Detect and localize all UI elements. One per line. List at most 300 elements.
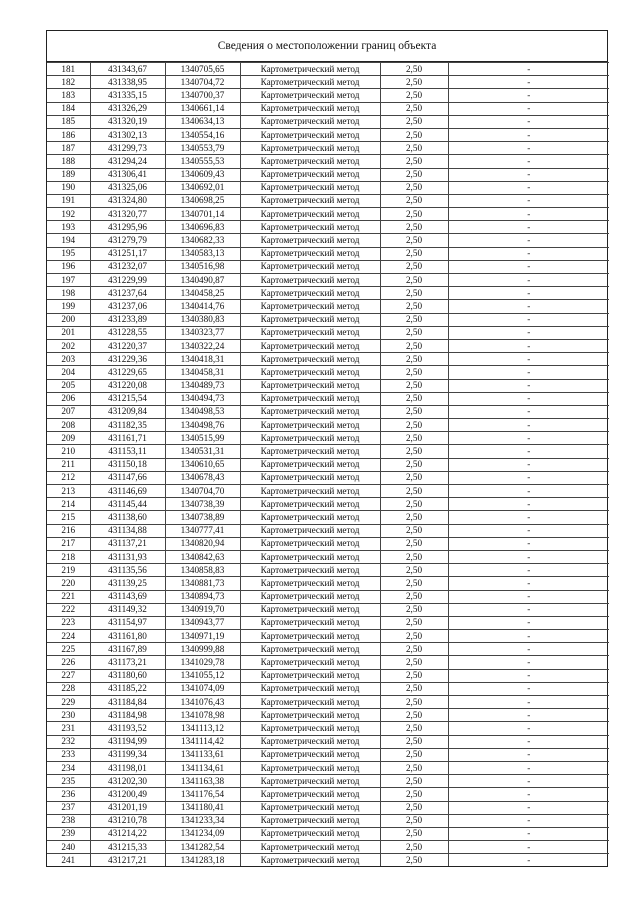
description-cell: - (448, 564, 609, 577)
point-number-cell: 184 (47, 102, 90, 115)
x-coordinate-cell: 431217,21 (90, 854, 165, 867)
x-coordinate-cell: 431220,08 (90, 379, 165, 392)
table-row (47, 247, 609, 260)
y-coordinate-cell: 1340678,43 (165, 471, 240, 484)
method-cell: Картометрический метод (240, 590, 380, 603)
accuracy-cell: 2,50 (380, 564, 448, 577)
accuracy-cell: 2,50 (380, 511, 448, 524)
table-row (47, 524, 609, 537)
table-row (47, 458, 609, 471)
table-row (47, 643, 609, 656)
y-coordinate-cell: 1340881,73 (165, 577, 240, 590)
point-number-cell: 213 (47, 485, 90, 498)
accuracy-cell: 2,50 (380, 432, 448, 445)
y-coordinate-cell: 1340698,25 (165, 194, 240, 207)
y-coordinate-cell: 1340380,83 (165, 313, 240, 326)
y-coordinate-cell: 1340682,33 (165, 234, 240, 247)
x-coordinate-cell: 431147,66 (90, 471, 165, 484)
description-cell: - (448, 682, 609, 695)
table-row (47, 564, 609, 577)
accuracy-cell: 2,50 (380, 287, 448, 300)
table-row (47, 603, 609, 616)
method-cell: Картометрический метод (240, 854, 380, 867)
x-coordinate-cell: 431302,13 (90, 128, 165, 141)
y-coordinate-cell: 1340554,16 (165, 128, 240, 141)
table-row (47, 616, 609, 629)
description-cell: - (448, 379, 609, 392)
y-coordinate-cell: 1340999,88 (165, 643, 240, 656)
accuracy-cell: 2,50 (380, 827, 448, 840)
description-cell: - (448, 709, 609, 722)
accuracy-cell: 2,50 (380, 379, 448, 392)
accuracy-cell: 2,50 (380, 761, 448, 774)
method-cell: Картометрический метод (240, 247, 380, 260)
method-cell: Картометрический метод (240, 550, 380, 563)
table-row (47, 445, 609, 458)
table-row (47, 379, 609, 392)
y-coordinate-cell: 1340943,77 (165, 616, 240, 629)
x-coordinate-cell: 431143,69 (90, 590, 165, 603)
table-row (47, 234, 609, 247)
method-cell: Картометрический метод (240, 761, 380, 774)
x-coordinate-cell: 431306,41 (90, 168, 165, 181)
accuracy-cell: 2,50 (380, 577, 448, 590)
y-coordinate-cell: 1340583,13 (165, 247, 240, 260)
description-cell: - (448, 208, 609, 221)
x-coordinate-cell: 431193,52 (90, 722, 165, 735)
accuracy-cell: 2,50 (380, 669, 448, 682)
x-coordinate-cell: 431131,93 (90, 550, 165, 563)
method-cell: Картометрический метод (240, 63, 380, 76)
point-number-cell: 224 (47, 630, 90, 643)
description-cell: - (448, 405, 609, 418)
description-cell: - (448, 194, 609, 207)
description-cell: - (448, 168, 609, 181)
point-number-cell: 186 (47, 128, 90, 141)
method-cell: Картометрический метод (240, 511, 380, 524)
method-cell: Картометрический метод (240, 102, 380, 115)
point-number-cell: 212 (47, 471, 90, 484)
table-row (47, 775, 609, 788)
y-coordinate-cell: 1341055,12 (165, 669, 240, 682)
description-cell: - (448, 616, 609, 629)
point-number-cell: 217 (47, 537, 90, 550)
point-number-cell: 192 (47, 208, 90, 221)
table-row (47, 577, 609, 590)
point-number-cell: 219 (47, 564, 90, 577)
description-cell: - (448, 432, 609, 445)
y-coordinate-cell: 1341163,38 (165, 775, 240, 788)
y-coordinate-cell: 1341283,18 (165, 854, 240, 867)
y-coordinate-cell: 1340661,14 (165, 102, 240, 115)
method-cell: Картометрический метод (240, 274, 380, 287)
y-coordinate-cell: 1341076,43 (165, 696, 240, 709)
point-number-cell: 189 (47, 168, 90, 181)
accuracy-cell: 2,50 (380, 313, 448, 326)
point-number-cell: 195 (47, 247, 90, 260)
method-cell: Картометрический метод (240, 696, 380, 709)
table-row (47, 300, 609, 313)
table-row (47, 392, 609, 405)
table-row (47, 432, 609, 445)
method-cell: Картометрический метод (240, 287, 380, 300)
table-row (47, 76, 609, 89)
point-number-cell: 241 (47, 854, 90, 867)
accuracy-cell: 2,50 (380, 89, 448, 102)
y-coordinate-cell: 1340609,43 (165, 168, 240, 181)
y-coordinate-cell: 1341133,61 (165, 748, 240, 761)
table-row (47, 854, 609, 867)
accuracy-cell: 2,50 (380, 616, 448, 629)
point-number-cell: 202 (47, 339, 90, 352)
x-coordinate-cell: 431161,80 (90, 630, 165, 643)
accuracy-cell: 2,50 (380, 128, 448, 141)
x-coordinate-cell: 431295,96 (90, 221, 165, 234)
table-row (47, 841, 609, 854)
point-number-cell: 236 (47, 788, 90, 801)
y-coordinate-cell: 1341134,61 (165, 761, 240, 774)
description-cell: - (448, 247, 609, 260)
y-coordinate-cell: 1341078,98 (165, 709, 240, 722)
point-number-cell: 196 (47, 260, 90, 273)
method-cell: Картометрический метод (240, 603, 380, 616)
description-cell: - (448, 221, 609, 234)
method-cell: Картометрический метод (240, 168, 380, 181)
y-coordinate-cell: 1341113,12 (165, 722, 240, 735)
point-number-cell: 226 (47, 656, 90, 669)
point-number-cell: 232 (47, 735, 90, 748)
point-number-cell: 221 (47, 590, 90, 603)
x-coordinate-cell: 431167,89 (90, 643, 165, 656)
table-row (47, 313, 609, 326)
method-cell: Картометрический метод (240, 353, 380, 366)
method-cell: Картометрический метод (240, 432, 380, 445)
accuracy-cell: 2,50 (380, 181, 448, 194)
accuracy-cell: 2,50 (380, 537, 448, 550)
description-cell: - (448, 353, 609, 366)
method-cell: Картометрический метод (240, 485, 380, 498)
point-number-cell: 188 (47, 155, 90, 168)
accuracy-cell: 2,50 (380, 682, 448, 695)
accuracy-cell: 2,50 (380, 419, 448, 432)
y-coordinate-cell: 1340692,01 (165, 181, 240, 194)
description-cell: - (448, 128, 609, 141)
description-cell: - (448, 511, 609, 524)
y-coordinate-cell: 1340458,25 (165, 287, 240, 300)
coordinates-sheet (46, 30, 608, 867)
y-coordinate-cell: 1340738,89 (165, 511, 240, 524)
description-cell: - (448, 801, 609, 814)
coordinates-table-body (47, 63, 609, 867)
description-cell: - (448, 577, 609, 590)
x-coordinate-cell: 431184,84 (90, 696, 165, 709)
accuracy-cell: 2,50 (380, 550, 448, 563)
table-row (47, 550, 609, 563)
table-row (47, 115, 609, 128)
accuracy-cell: 2,50 (380, 788, 448, 801)
accuracy-cell: 2,50 (380, 155, 448, 168)
y-coordinate-cell: 1340555,53 (165, 155, 240, 168)
point-number-cell: 211 (47, 458, 90, 471)
accuracy-cell: 2,50 (380, 471, 448, 484)
description-cell: - (448, 669, 609, 682)
y-coordinate-cell: 1341180,41 (165, 801, 240, 814)
x-coordinate-cell: 431299,73 (90, 142, 165, 155)
description-cell: - (448, 274, 609, 287)
description-cell: - (448, 841, 609, 854)
accuracy-cell: 2,50 (380, 498, 448, 511)
accuracy-cell: 2,50 (380, 854, 448, 867)
method-cell: Картометрический метод (240, 155, 380, 168)
table-row (47, 260, 609, 273)
x-coordinate-cell: 431153,11 (90, 445, 165, 458)
accuracy-cell: 2,50 (380, 405, 448, 418)
x-coordinate-cell: 431149,32 (90, 603, 165, 616)
x-coordinate-cell: 431134,88 (90, 524, 165, 537)
y-coordinate-cell: 1340894,73 (165, 590, 240, 603)
x-coordinate-cell: 431320,77 (90, 208, 165, 221)
x-coordinate-cell: 431139,25 (90, 577, 165, 590)
accuracy-cell: 2,50 (380, 445, 448, 458)
y-coordinate-cell: 1340323,77 (165, 326, 240, 339)
accuracy-cell: 2,50 (380, 260, 448, 273)
table-row (47, 419, 609, 432)
method-cell: Картометрический метод (240, 841, 380, 854)
description-cell: - (448, 814, 609, 827)
method-cell: Картометрический метод (240, 221, 380, 234)
x-coordinate-cell: 431326,29 (90, 102, 165, 115)
table-row (47, 669, 609, 682)
point-number-cell: 228 (47, 682, 90, 695)
point-number-cell: 233 (47, 748, 90, 761)
description-cell: - (448, 485, 609, 498)
y-coordinate-cell: 1340738,39 (165, 498, 240, 511)
point-number-cell: 227 (47, 669, 90, 682)
x-coordinate-cell: 431180,60 (90, 669, 165, 682)
point-number-cell: 237 (47, 801, 90, 814)
table-row (47, 274, 609, 287)
y-coordinate-cell: 1341029,78 (165, 656, 240, 669)
y-coordinate-cell: 1340494,73 (165, 392, 240, 405)
x-coordinate-cell: 431154,97 (90, 616, 165, 629)
description-cell: - (448, 392, 609, 405)
table-row (47, 168, 609, 181)
x-coordinate-cell: 431199,34 (90, 748, 165, 761)
description-cell: - (448, 366, 609, 379)
accuracy-cell: 2,50 (380, 814, 448, 827)
description-cell: - (448, 656, 609, 669)
point-number-cell: 238 (47, 814, 90, 827)
table-row (47, 194, 609, 207)
point-number-cell: 187 (47, 142, 90, 155)
point-number-cell: 208 (47, 419, 90, 432)
method-cell: Картометрический метод (240, 194, 380, 207)
y-coordinate-cell: 1340516,98 (165, 260, 240, 273)
method-cell: Картометрический метод (240, 313, 380, 326)
point-number-cell: 200 (47, 313, 90, 326)
y-coordinate-cell: 1340919,70 (165, 603, 240, 616)
x-coordinate-cell: 431228,55 (90, 326, 165, 339)
table-row (47, 102, 609, 115)
description-cell: - (448, 471, 609, 484)
method-cell: Картометрический метод (240, 392, 380, 405)
table-row (47, 89, 609, 102)
accuracy-cell: 2,50 (380, 696, 448, 709)
y-coordinate-cell: 1341176,54 (165, 788, 240, 801)
x-coordinate-cell: 431202,30 (90, 775, 165, 788)
table-row (47, 485, 609, 498)
method-cell: Картометрический метод (240, 564, 380, 577)
table-row (47, 722, 609, 735)
description-cell: - (448, 458, 609, 471)
description-cell: - (448, 827, 609, 840)
x-coordinate-cell: 431135,56 (90, 564, 165, 577)
description-cell: - (448, 630, 609, 643)
accuracy-cell: 2,50 (380, 274, 448, 287)
y-coordinate-cell: 1340322,24 (165, 339, 240, 352)
method-cell: Картометрический метод (240, 748, 380, 761)
point-number-cell: 206 (47, 392, 90, 405)
point-number-cell: 222 (47, 603, 90, 616)
method-cell: Картометрический метод (240, 630, 380, 643)
x-coordinate-cell: 431229,99 (90, 274, 165, 287)
x-coordinate-cell: 431325,06 (90, 181, 165, 194)
x-coordinate-cell: 431146,69 (90, 485, 165, 498)
point-number-cell: 207 (47, 405, 90, 418)
table-row (47, 814, 609, 827)
x-coordinate-cell: 431137,21 (90, 537, 165, 550)
point-number-cell: 220 (47, 577, 90, 590)
accuracy-cell: 2,50 (380, 300, 448, 313)
point-number-cell: 214 (47, 498, 90, 511)
accuracy-cell: 2,50 (380, 630, 448, 643)
table-row (47, 128, 609, 141)
point-number-cell: 197 (47, 274, 90, 287)
description-cell: - (448, 102, 609, 115)
description-cell: - (448, 419, 609, 432)
x-coordinate-cell: 431209,84 (90, 405, 165, 418)
table-row (47, 221, 609, 234)
table-row (47, 590, 609, 603)
description-cell: - (448, 524, 609, 537)
method-cell: Картометрический метод (240, 208, 380, 221)
description-cell: - (448, 550, 609, 563)
accuracy-cell: 2,50 (380, 339, 448, 352)
description-cell: - (448, 722, 609, 735)
method-cell: Картометрический метод (240, 89, 380, 102)
x-coordinate-cell: 431232,07 (90, 260, 165, 273)
accuracy-cell: 2,50 (380, 748, 448, 761)
x-coordinate-cell: 431182,35 (90, 419, 165, 432)
y-coordinate-cell: 1340696,83 (165, 221, 240, 234)
accuracy-cell: 2,50 (380, 775, 448, 788)
description-cell: - (448, 498, 609, 511)
description-cell: - (448, 326, 609, 339)
table-row (47, 630, 609, 643)
x-coordinate-cell: 431229,36 (90, 353, 165, 366)
description-cell: - (448, 89, 609, 102)
x-coordinate-cell: 431210,78 (90, 814, 165, 827)
method-cell: Картометрический метод (240, 616, 380, 629)
method-cell: Картометрический метод (240, 339, 380, 352)
method-cell: Картометрический метод (240, 458, 380, 471)
accuracy-cell: 2,50 (380, 115, 448, 128)
table-row (47, 761, 609, 774)
method-cell: Картометрический метод (240, 524, 380, 537)
method-cell: Картометрический метод (240, 814, 380, 827)
x-coordinate-cell: 431214,22 (90, 827, 165, 840)
point-number-cell: 190 (47, 181, 90, 194)
x-coordinate-cell: 431343,67 (90, 63, 165, 76)
description-cell: - (448, 115, 609, 128)
method-cell: Картометрический метод (240, 537, 380, 550)
accuracy-cell: 2,50 (380, 63, 448, 76)
x-coordinate-cell: 431198,01 (90, 761, 165, 774)
x-coordinate-cell: 431185,22 (90, 682, 165, 695)
y-coordinate-cell: 1340634,13 (165, 115, 240, 128)
point-number-cell: 191 (47, 194, 90, 207)
table-row (47, 181, 609, 194)
point-number-cell: 230 (47, 709, 90, 722)
method-cell: Картометрический метод (240, 76, 380, 89)
point-number-cell: 225 (47, 643, 90, 656)
y-coordinate-cell: 1340610,65 (165, 458, 240, 471)
point-number-cell: 181 (47, 63, 90, 76)
description-cell: - (448, 142, 609, 155)
description-cell: - (448, 313, 609, 326)
method-cell: Картометрический метод (240, 379, 380, 392)
method-cell: Картометрический метод (240, 366, 380, 379)
method-cell: Картометрический метод (240, 405, 380, 418)
method-cell: Картометрический метод (240, 181, 380, 194)
table-row (47, 339, 609, 352)
point-number-cell: 231 (47, 722, 90, 735)
accuracy-cell: 2,50 (380, 194, 448, 207)
accuracy-cell: 2,50 (380, 168, 448, 181)
y-coordinate-cell: 1341074,09 (165, 682, 240, 695)
accuracy-cell: 2,50 (380, 801, 448, 814)
y-coordinate-cell: 1340858,83 (165, 564, 240, 577)
sheet-title: Сведения о местоположении границ объекта (47, 31, 607, 62)
table-row (47, 511, 609, 524)
description-cell: - (448, 775, 609, 788)
point-number-cell: 194 (47, 234, 90, 247)
accuracy-cell: 2,50 (380, 722, 448, 735)
method-cell: Картометрический метод (240, 115, 380, 128)
y-coordinate-cell: 1340704,72 (165, 76, 240, 89)
x-coordinate-cell: 431215,54 (90, 392, 165, 405)
x-coordinate-cell: 431279,79 (90, 234, 165, 247)
point-number-cell: 229 (47, 696, 90, 709)
table-row (47, 471, 609, 484)
x-coordinate-cell: 431220,37 (90, 339, 165, 352)
x-coordinate-cell: 431215,33 (90, 841, 165, 854)
accuracy-cell: 2,50 (380, 841, 448, 854)
y-coordinate-cell: 1340842,63 (165, 550, 240, 563)
y-coordinate-cell: 1340418,31 (165, 353, 240, 366)
y-coordinate-cell: 1340515,99 (165, 432, 240, 445)
x-coordinate-cell: 431324,80 (90, 194, 165, 207)
description-cell: - (448, 788, 609, 801)
y-coordinate-cell: 1340777,41 (165, 524, 240, 537)
point-number-cell: 203 (47, 353, 90, 366)
method-cell: Картометрический метод (240, 709, 380, 722)
description-cell: - (448, 181, 609, 194)
accuracy-cell: 2,50 (380, 247, 448, 260)
description-cell: - (448, 300, 609, 313)
description-cell: - (448, 445, 609, 458)
method-cell: Картометрический метод (240, 471, 380, 484)
